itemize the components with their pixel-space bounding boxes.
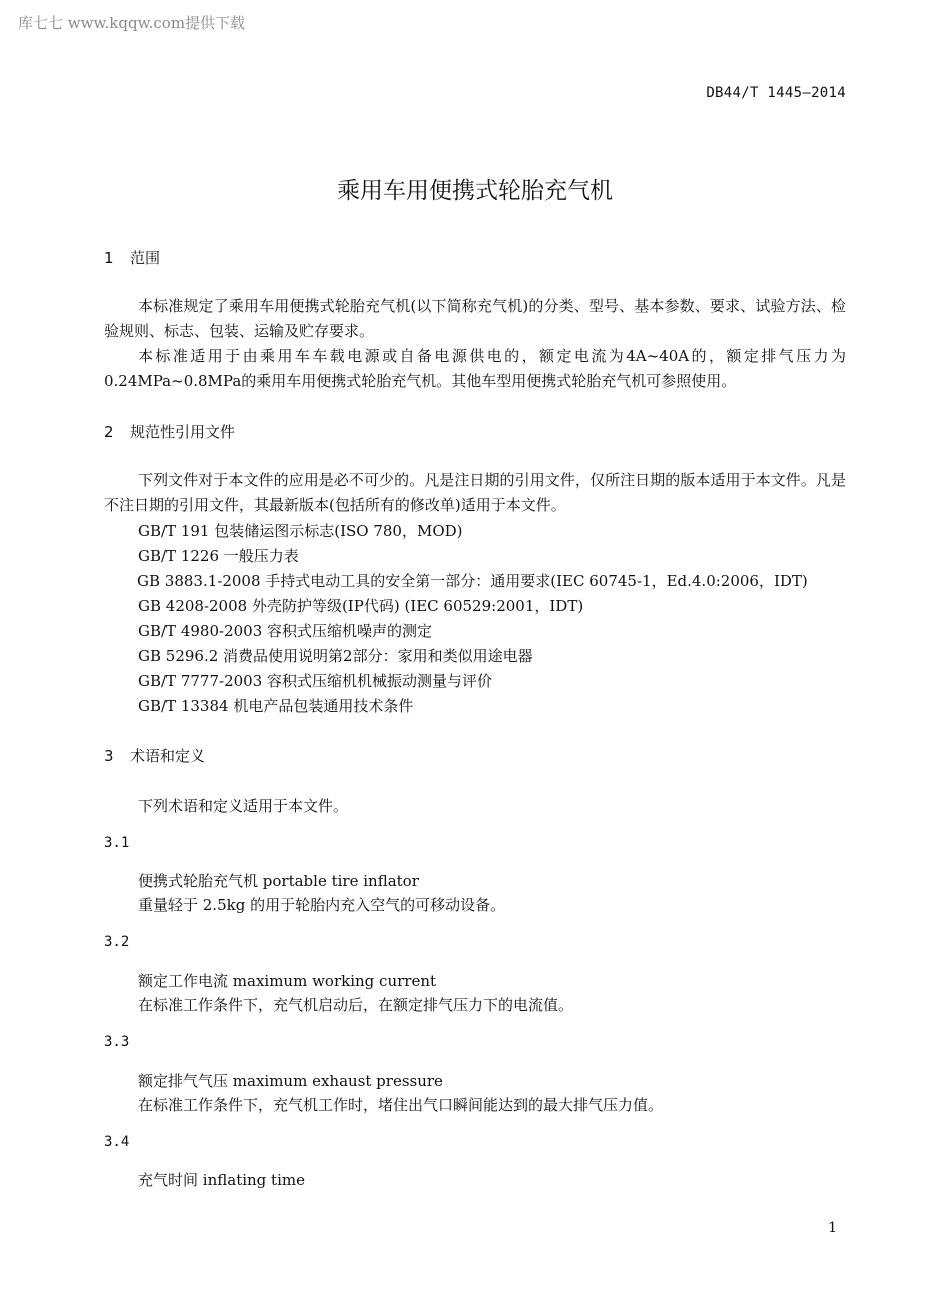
term-heading: [138, 870, 419, 891]
term-english: maximum exhaust pressure: [228, 1072, 443, 1090]
page-number: 1: [828, 1220, 837, 1236]
watermark: 库七七 www.kqqw.com提供下载: [18, 14, 246, 32]
term-english: maximum working current: [228, 972, 437, 990]
term-definition: 重量轻于 2.5kg 的用于轮胎内充入空气的可移动设备。: [138, 896, 506, 914]
scope-paragraph-1: 本标准规定了乘用车用便携式轮胎充气机(以下简称充气机)的分类、型号、基本参数、要求、试验方法、检验规则、标志、包装、运输及贮存要求。: [104, 297, 846, 340]
section-1-heading: [104, 247, 160, 268]
section-3-heading: [104, 745, 205, 766]
term-english: inflating time: [198, 1171, 305, 1189]
term-heading: [138, 1169, 305, 1190]
reference-item: GB/T 4980-2003 容积式压缩机噪声的测定: [138, 622, 433, 640]
term-chinese: 便携式轮胎充气机: [138, 872, 259, 890]
reference-item: GB 5296.2 消费品使用说明第2部分：家用和类似用途电器: [138, 647, 533, 665]
term-definition: 在标准工作条件下，充气机工作时，堵住出气口瞬间能达到的最大排气压力值。: [138, 1096, 664, 1114]
term-number: 3.3: [104, 1034, 130, 1050]
section-2-heading: [104, 421, 235, 442]
term-chinese: 充气时间: [138, 1171, 199, 1189]
document-id: DB44/T 1445—2014: [706, 85, 846, 101]
section-number: 2: [104, 423, 114, 441]
term-number: 3.2: [104, 934, 130, 950]
term-chinese: 额定工作电流: [138, 972, 229, 990]
page-title: 乘用车用便携式轮胎充气机: [337, 178, 613, 204]
references-intro-paragraph: 下列文件对于本文件的应用是必不可少的。凡是注日期的引用文件，仅所注日期的版本适用于本文件。凡是不注日期的引用文件，其最新版本(包括所有的修改单)适用于本文件。: [104, 471, 846, 514]
section-title: 术语和定义: [130, 747, 206, 765]
section-title: 规范性引用文件: [130, 423, 236, 441]
reference-item: GB/T 191 包装储运图示标志(ISO 780，MOD): [138, 522, 463, 540]
reference-item: GB 3883.1-2008 手持式电动工具的安全第一部分：通用要求(IEC 60745-1，Ed.4.0:2006，IDT): [137, 572, 808, 590]
terms-intro: 下列术语和定义适用于本文件。: [138, 797, 349, 815]
reference-item: GB/T 13384 机电产品包装通用技术条件: [138, 697, 414, 715]
term-chinese: 额定排气气压: [138, 1072, 229, 1090]
section-title: 范围: [130, 249, 161, 267]
section-number: 1: [104, 249, 114, 267]
term-number: 3.4: [104, 1134, 130, 1150]
term-heading: [138, 1070, 443, 1091]
section-number: 3: [104, 747, 114, 765]
term-number: 3.1: [104, 835, 130, 851]
term-english: portable tire inflator: [258, 872, 419, 890]
scope-paragraph-2: 本标准适用于由乘用车车载电源或自备电源供电的，额定电流为4A~40A的，额定排气压力为0.24MPa~0.8MPa的乘用车用便携式轮胎充气机。其他车型用便携式轮胎充气机可参照使用。: [104, 347, 846, 390]
term-heading: [138, 970, 436, 991]
reference-item: GB/T 1226 一般压力表: [138, 547, 299, 565]
reference-item: GB/T 7777-2003 容积式压缩机机械振动测量与评价: [138, 672, 493, 690]
term-definition: 在标准工作条件下，充气机启动后，在额定排气压力下的电流值。: [138, 996, 574, 1014]
reference-item: GB 4208-2008 外壳防护等级(IP代码) (IEC 60529:2001，IDT): [138, 597, 584, 615]
